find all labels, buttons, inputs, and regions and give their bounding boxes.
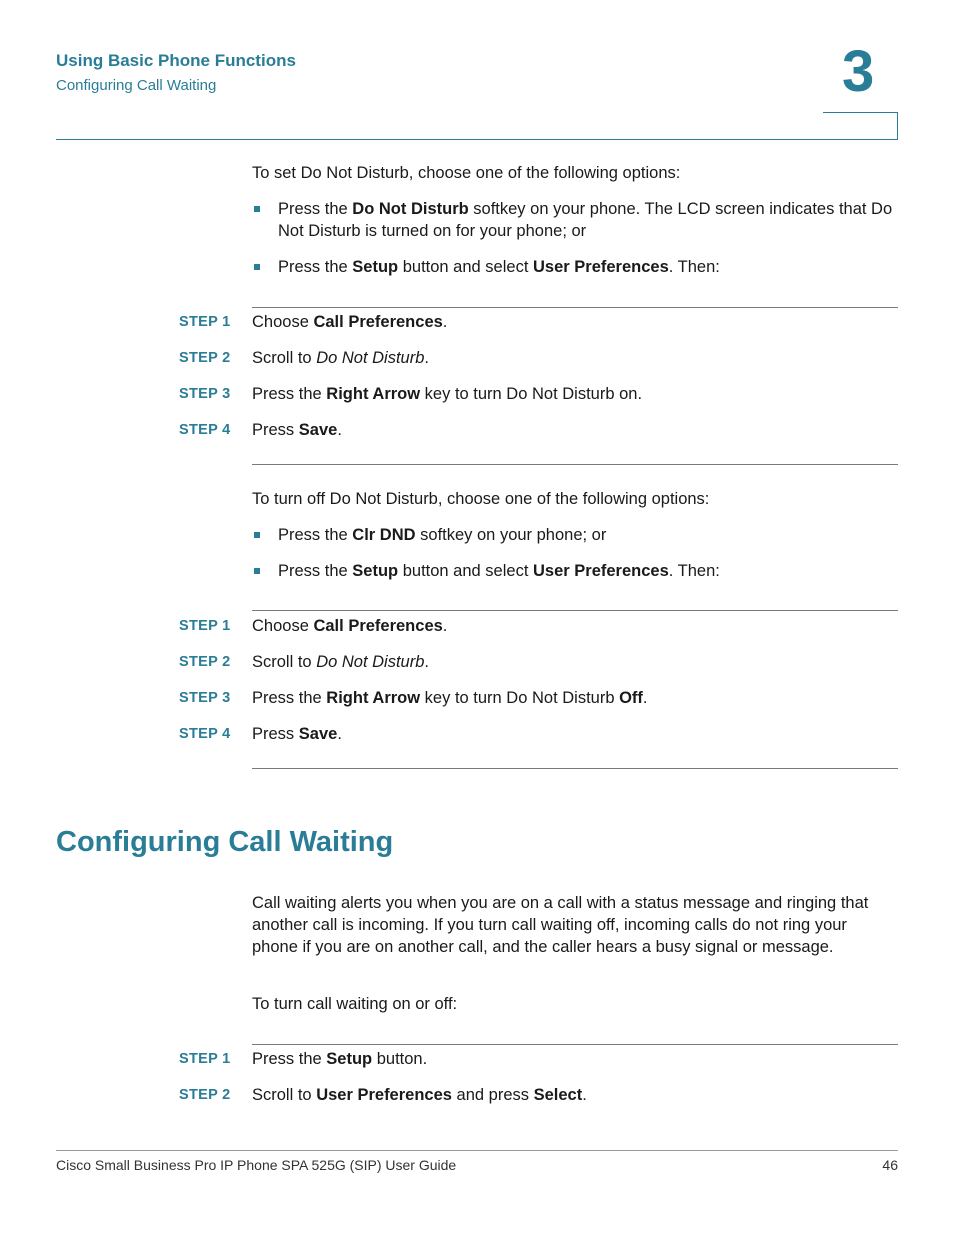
step-label: STEP 4 — [179, 726, 231, 742]
call-waiting-intro: To turn call waiting on or off: — [252, 995, 458, 1013]
step-label: STEP 4 — [179, 422, 231, 438]
call-waiting-step-1: Press the Setup button. — [252, 1050, 428, 1068]
step-label: STEP 1 — [179, 314, 231, 330]
call-waiting-description: Call waiting alerts you when you are on a call with a status message and ringing that another call is incoming. If you turn call waiting off, incoming calls do not ring your phone if you are on another call, and the caller hears a busy signal or message. — [252, 894, 869, 956]
step-label: STEP 1 — [179, 1051, 231, 1067]
dnd-off-step-3: Press the Right Arrow key to turn Do Not Disturb Off. — [252, 689, 648, 707]
dnd-off-bullet-2: Press the Setup button and select User Preferences. Then: — [278, 562, 720, 580]
header-rule — [56, 139, 898, 140]
dnd-on-bullet-1: Press the Do Not Disturb softkey on your phone. The LCD screen indicates that Do Not Disturb is turned on for your phone; or — [278, 200, 893, 240]
steps-rule-top — [252, 1044, 898, 1045]
steps-rule-top — [252, 610, 898, 611]
step-label: STEP 3 — [179, 386, 231, 402]
bullet-marker — [254, 532, 260, 538]
chapter-title: Using Basic Phone Functions — [56, 51, 296, 70]
step-label: STEP 3 — [179, 690, 231, 706]
dnd-off-step-2: Scroll to Do Not Disturb. — [252, 653, 429, 671]
dnd-off-step-4: Press Save. — [252, 725, 342, 743]
steps-rule-bottom — [252, 464, 898, 465]
step-label: STEP 2 — [179, 1087, 231, 1103]
section-heading: Configuring Call Waiting — [56, 826, 394, 858]
bullet-marker — [254, 264, 260, 270]
dnd-on-step-1: Choose Call Preferences. — [252, 313, 448, 331]
dnd-off-step-1: Choose Call Preferences. — [252, 617, 448, 635]
dnd-on-intro: To set Do Not Disturb, choose one of the following options: — [252, 164, 681, 182]
bullet-marker — [254, 568, 260, 574]
call-waiting-step-2: Scroll to User Preferences and press Select. — [252, 1086, 587, 1104]
dnd-on-bullet-2: Press the Setup button and select User Preferences. Then: — [278, 258, 720, 276]
steps-rule-bottom — [252, 768, 898, 769]
bullet-marker — [254, 206, 260, 212]
step-label: STEP 2 — [179, 350, 231, 366]
dnd-on-step-4: Press Save. — [252, 421, 342, 439]
page-number: 46 — [882, 1157, 898, 1173]
footer-guide-title: Cisco Small Business Pro IP Phone SPA 525G (SIP) User Guide — [56, 1157, 457, 1173]
steps-rule-top — [252, 307, 898, 308]
dnd-off-intro: To turn off Do Not Disturb, choose one of the following options: — [252, 490, 710, 508]
chapter-tab-box — [823, 112, 898, 140]
step-label: STEP 2 — [179, 654, 231, 670]
dnd-on-step-3: Press the Right Arrow key to turn Do Not Disturb on. — [252, 385, 643, 403]
section-subtitle: Configuring Call Waiting — [56, 77, 217, 94]
footer-rule — [56, 1150, 898, 1151]
chapter-number: 3 — [842, 39, 875, 104]
dnd-off-bullet-1: Press the Clr DND softkey on your phone; or — [278, 526, 607, 544]
step-label: STEP 1 — [179, 618, 231, 634]
dnd-on-step-2: Scroll to Do Not Disturb. — [252, 349, 429, 367]
